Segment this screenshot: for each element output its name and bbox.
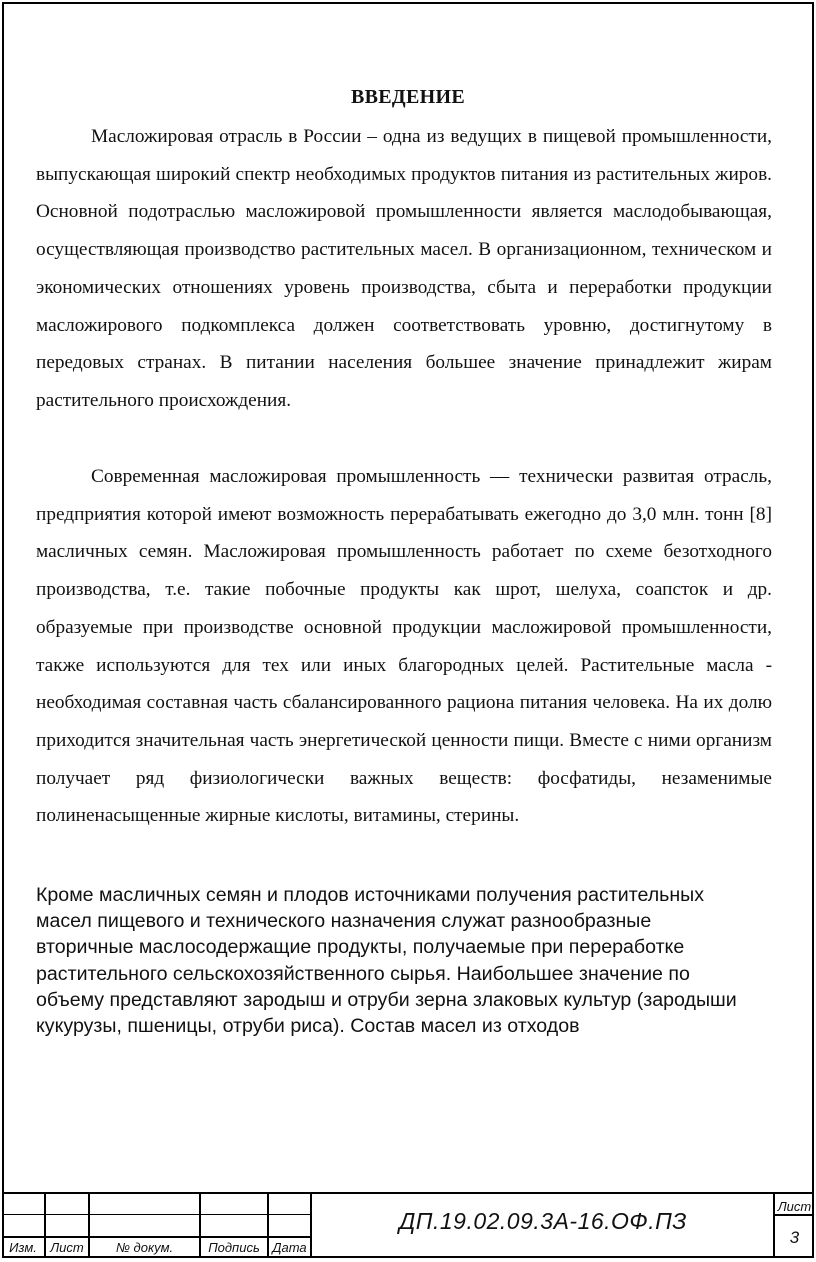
section-title: ВВЕДЕНИЕ <box>351 86 465 108</box>
paragraph-2: Современная масложировая промышленность — технически развитая отрасль, предприятия которой имеют возможность перерабатывать ежегодно до 3,0 млн. тонн [8] масличных семян. Масложировая промышленность работает по схеме безотходного производства, т.е. такие побочные продукты как шрот, шелуха, соапсток и др. образуемые при производстве основной продукции масложировой промышленности, также используются для тех или иных благородных целей. Растительные масла - необходимая составная часть сбалансированного рациона питания человека. На их долю приходится значительная часть энергетической ценности пищи. Вместе с ними организм получает ряд физиологически важных веществ: фосфатиды, незаменимые полиненасыщенные жирные кислоты, витамины, стерины. <box>36 466 772 827</box>
caption-list: Лист <box>50 1240 84 1255</box>
paragraph-3 <box>36 882 781 1039</box>
caption-date: Дата <box>272 1240 307 1255</box>
sheet-label: Лист <box>777 1199 812 1214</box>
caption-signature: Подпись <box>208 1240 260 1255</box>
paragraph-3-line: объему представляют зародыш и отруби зерна злаковых культур (зародыши <box>36 988 737 1011</box>
caption-izm: Изм. <box>9 1240 37 1255</box>
document-number: ДП.19.02.09.3А-16.ОФ.ПЗ <box>399 1208 687 1234</box>
paragraph-3-line: Кроме масличных семян и плодов источниками получения растительных <box>36 884 705 906</box>
paragraph-3-line: растительного сельскохозяйственного сырья. Наибольшее значение по <box>36 962 690 985</box>
stamp-row-line <box>775 1214 814 1216</box>
stamp-row-line <box>2 1236 311 1238</box>
title-block <box>2 1192 814 1258</box>
paragraph-3-line: вторичные маслосодержащие продукты, получаемые при переработке <box>36 936 685 959</box>
paragraph-3-line: масел пищевого и технического назначения служат разнообразные <box>36 910 652 933</box>
stamp-row-line <box>2 1214 311 1215</box>
sheet-number: 3 <box>789 1228 800 1247</box>
paragraph-1: Масложировая отрасль в России – одна из ведущих в пищевой промышленности, выпускающая широкий спектр необходимых продуктов питания из растительных жиров. Основной подотраслью масложировой промышленности является маслодобывающая, осуществляющая производство растительных масел. В организационном, техническом и экономических отношениях уровень производства, сбыта и переработки продукции масложирового подкомплекса должен соответствовать уровню, достигнутому в передовых странах. В питании населения большее значение принадлежит жирам растительного происхождения. <box>36 126 772 411</box>
paragraph-3-line: кукурузы, пшеницы, отруби риса). Состав масел из отходов <box>36 1015 580 1038</box>
caption-doc-no: № докум. <box>115 1240 174 1255</box>
